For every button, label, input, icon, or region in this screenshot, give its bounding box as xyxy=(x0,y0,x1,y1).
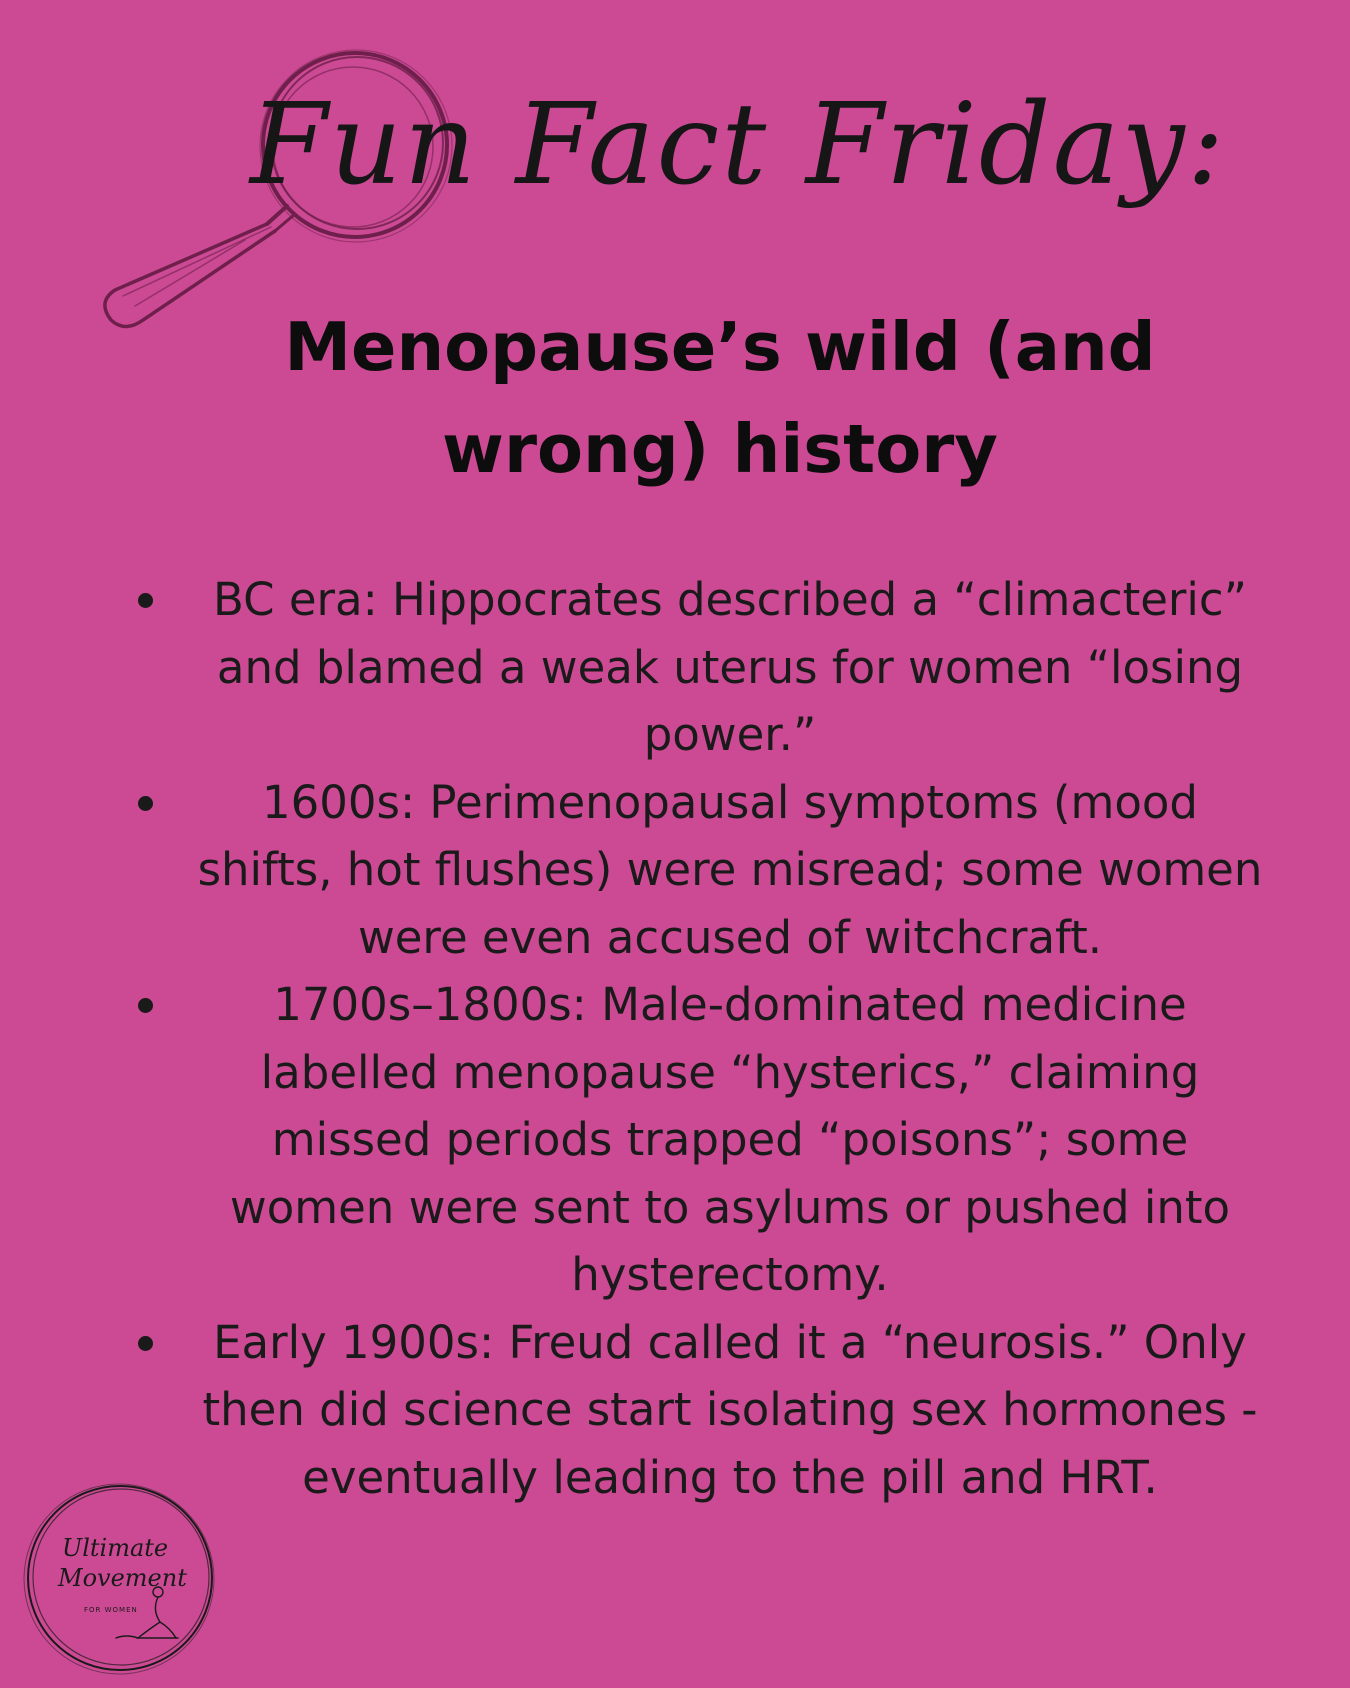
fact-text: 1600s: Perimenopausal symptoms (mood shifts, hot flushes) were misread; some women were even accused of witchcraft. xyxy=(197,775,1263,964)
bullet-icon xyxy=(138,1336,153,1351)
script-title: Fun Fact Friday: xyxy=(250,80,1227,210)
logo-line-2: Movement xyxy=(58,1564,187,1592)
headline-line-1: Menopause’s wild (and xyxy=(284,308,1156,386)
bullet-icon xyxy=(138,593,153,608)
logo-tagline: FOR WOMEN xyxy=(84,1606,138,1614)
headline xyxy=(120,296,1320,500)
logo-line-1: Ultimate xyxy=(62,1534,169,1562)
fact-item xyxy=(120,971,1270,1309)
fact-text: BC era: Hippocrates described a “climacteric” and blamed a weak uterus for women “losing power.” xyxy=(213,573,1247,761)
bullet-icon xyxy=(138,796,153,811)
fact-item xyxy=(120,769,1270,972)
fact-text: Early 1900s: Freud called it a “neurosis.” Only then did science start isolating sex hormones - eventually leading to the pill and HRT. xyxy=(202,1315,1258,1504)
headline-line-2: wrong) history xyxy=(442,410,998,488)
fact-item xyxy=(120,566,1270,769)
bullet-icon xyxy=(138,998,153,1013)
fact-item xyxy=(120,1309,1270,1512)
fact-text: 1700s–1800s: Male-dominated medicine labelled menopause “hysterics,” claiming missed periods trapped “poisons”; some women were sent to asylums or pushed into hysterectomy. xyxy=(229,978,1231,1301)
brand-logo xyxy=(20,1478,220,1678)
fact-list xyxy=(120,566,1270,1511)
